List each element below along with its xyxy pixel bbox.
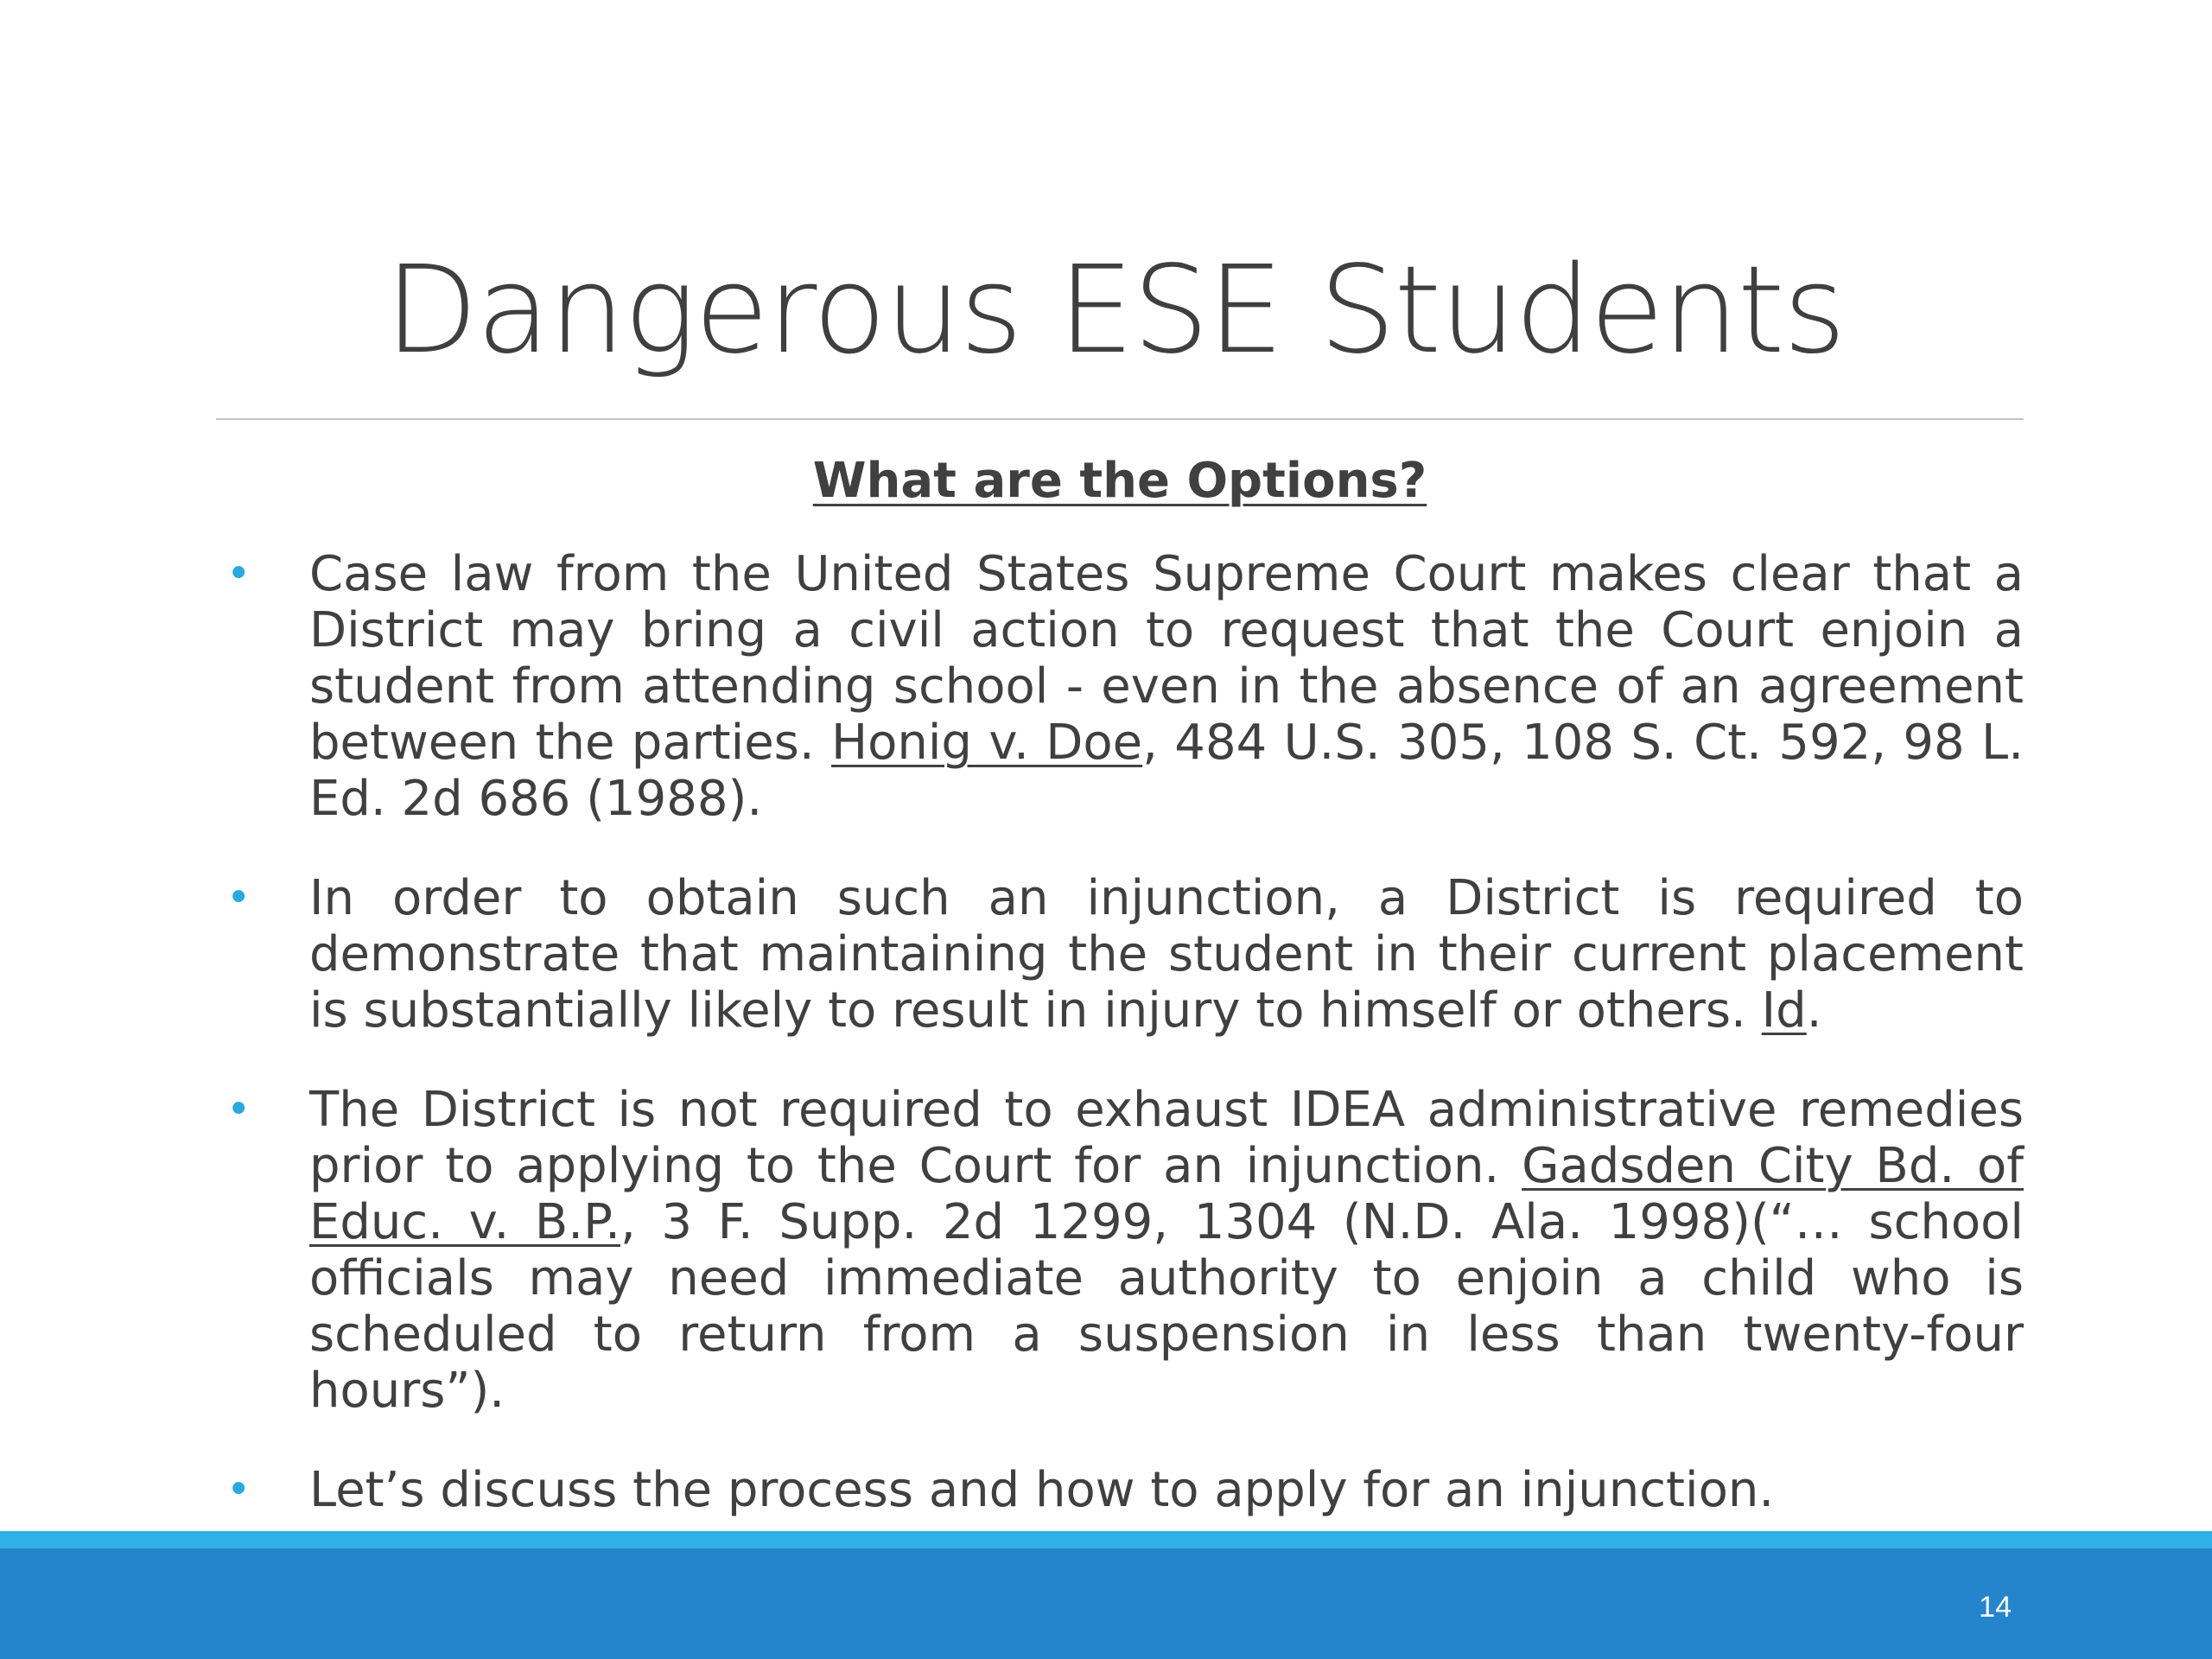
bullet-list: [216, 546, 2024, 1561]
bullet-text: Case law from the United States Supreme Court makes clear that a District may bring a civil action to request that the Court enjoin a student from attending school - even in the absence of an agreement between the parties.: [309, 546, 2024, 771]
bullet-item: [216, 546, 2024, 827]
bullet-text: The District is not required to exhaust IDEA administrative remedies prior to applying to the Court for an injunction.: [309, 1082, 2024, 1194]
bullet-text: In order to obtain such an injunction, a District is required to demonstrate that maintaining the student in their current placement is substantially likely to result in injury to himself or others.: [309, 870, 2024, 1039]
footer-bar: [0, 1548, 2212, 1659]
slide-title: Dangerous ESE Students: [385, 240, 1845, 381]
bullet-icon: •: [226, 874, 251, 922]
bullet-icon: •: [226, 1465, 251, 1514]
bullet-text: Let’s discuss the process and how to apply for an injunction.: [309, 1462, 1775, 1518]
bullet-text: , 484 U.S. 305, 108 S. Ct. 592, 98 L. Ed. 2d 686 (1988).: [309, 715, 2024, 827]
footer-accent-stripe: [0, 1531, 2212, 1548]
bullet-item: [216, 870, 2024, 1039]
bullet-icon: •: [226, 1085, 251, 1134]
bullet-icon: •: [226, 550, 251, 598]
slide-subtitle: What are the Options?: [812, 453, 1427, 509]
bullet-text: .: [1806, 982, 1822, 1039]
case-citation: Gadsden City Bd. of Educ. v. B.P.: [309, 1138, 2024, 1250]
bullet-item: [216, 1082, 2024, 1419]
title-divider: [216, 418, 2024, 420]
case-citation: Honig v. Doe: [831, 715, 1143, 771]
slide-number: 14: [1979, 1591, 2012, 1624]
case-citation: Id: [1761, 982, 1807, 1039]
bullet-text: , 3 F. Supp. 2d 1299, 1304 (N.D. Ala. 1998)(“… school officials may need immediate authority to enjoin a child who is scheduled to return from a suspension in less than twenty-four hours”).: [309, 1194, 2024, 1419]
bullet-item: [216, 1462, 2024, 1518]
